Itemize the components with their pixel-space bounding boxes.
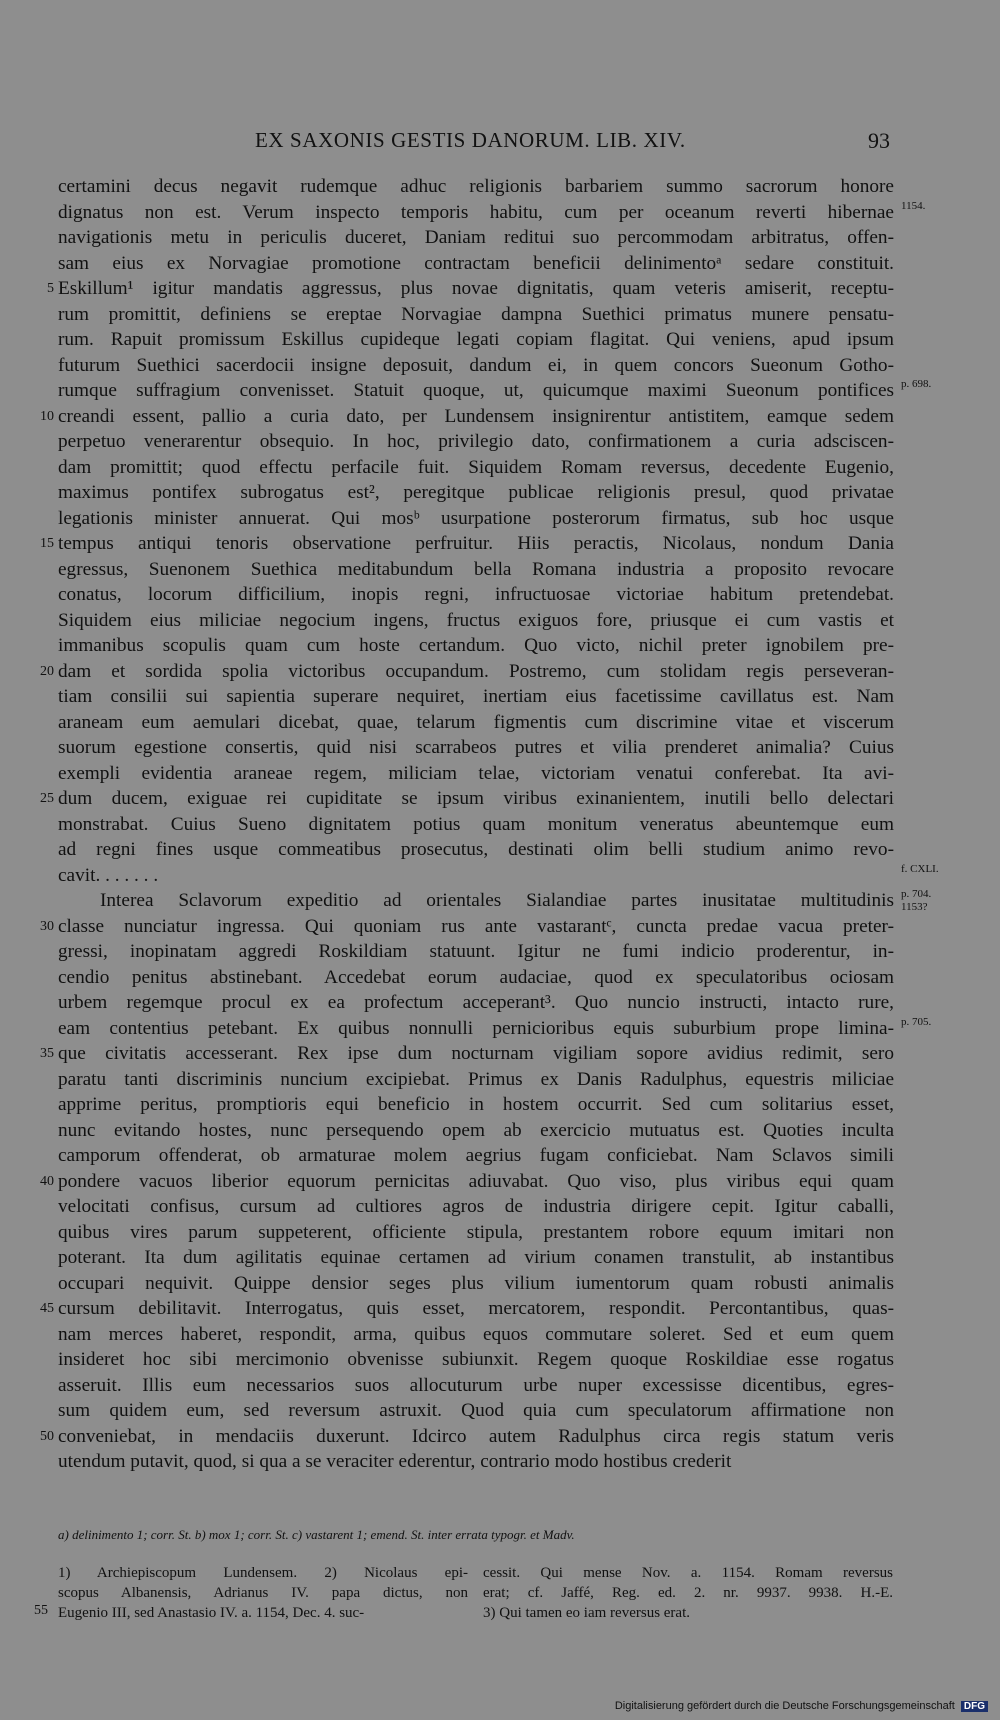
line-number: 30 — [40, 918, 54, 934]
line-text: monstrabat. Cuius Sueno dignitatem potius quam monitum veneratus abeuntemque eum — [58, 813, 894, 835]
text-line — [58, 1347, 894, 1373]
line-text: cavit. . . . . . . — [58, 864, 159, 886]
text-line — [58, 608, 894, 634]
line-text: paratu tanti discriminis nuncium excipiebat. Primus ex Danis Radulphus, equestris miliciae — [58, 1068, 894, 1090]
margin-note: p. 704. 1153? — [901, 888, 932, 913]
running-header — [0, 128, 1000, 158]
text-line — [58, 1067, 894, 1093]
line-text: exempli evidentia araneae regem, miliciam telae, victoriam venatui conferebat. Ita avi- — [58, 762, 894, 784]
line-text: rumque suffragium convenisset. Statuit quoque, ut, quicumque maximi Sueonum pontifices — [58, 380, 894, 401]
line-number: 40 — [40, 1173, 54, 1189]
line-text: eam contentius petebant. Ex quibus nonnulli pernicioribus equis suburbium prope limina- — [58, 1017, 894, 1039]
line-number: 15 — [40, 536, 54, 551]
text-line — [58, 837, 894, 863]
text-line — [58, 480, 894, 506]
text-line — [47, 276, 894, 302]
text-line — [58, 378, 932, 404]
text-line — [58, 633, 894, 659]
line-text: sam eius ex Norvagiae promotione contractam beneficii delinimentoᵃ sedare constituit. — [58, 252, 894, 274]
text-line — [58, 174, 894, 200]
text-line — [58, 888, 932, 914]
line-number: 25 — [40, 791, 54, 806]
line-text: classe nunciatur ingressa. Qui quoniam rus ante vastarantᶜ, cuncta predae vacua preter- — [58, 915, 894, 937]
footnote-line: scopus Albanensis, Adrianus IV. papa dictus, non — [58, 1585, 468, 1601]
text-line — [58, 327, 894, 353]
line-number: 10 — [40, 408, 54, 424]
line-text: sum quidem eum, sed reversum astruxit. Quod quia cum speculatorum affirmatione non — [58, 1400, 894, 1421]
line-text: insideret hoc sibi mercimonio obvenisse subiunxit. Regem quoque Roskildiae esse rogatus — [58, 1349, 894, 1370]
digitization-credit — [615, 1700, 988, 1712]
line-text: rum promittit, definiens se ereptae Norvagiae dampna Suethici primatus munere pensatu- — [58, 303, 894, 325]
line-number: 20 — [40, 663, 54, 679]
text-line — [58, 1143, 894, 1169]
line-text: immanibus scopulis quam cum hoste certandum. Quo victo, nichil preter ignobilem pre- — [58, 635, 894, 656]
text-line — [58, 582, 894, 608]
text-line — [58, 199, 926, 226]
line-text: ad regni fines usque commeatibus prosecutus, destinati olim belli studium animo revo- — [58, 839, 894, 860]
line-number: 5 — [47, 281, 54, 296]
line-text: maximus pontifex subrogatus est², peregitque publicae religionis presul, quod privatae — [58, 482, 894, 503]
line-number: 50 — [40, 1428, 54, 1444]
footnote-column-left — [58, 1563, 468, 1623]
text-line — [58, 1322, 894, 1348]
line-text: dam promittit; quod effectu perfacile fuit. Siquidem Romam reversus, decedente Eugenio, — [58, 456, 894, 478]
text-line — [58, 455, 894, 481]
footnote-line: 3) Qui tamen eo iam reversus erat. — [483, 1605, 691, 1621]
text-line — [58, 1449, 894, 1475]
line-text: araneam eum aemulari dicebat, quae, telarum figmentis cum discrimine vitae et viscerum — [58, 711, 894, 733]
text-line — [40, 404, 894, 430]
line-text: quibus vires parum suppeterent, officiente stipula, prestantem robore equum imitari non — [58, 1221, 894, 1243]
text-line — [40, 659, 894, 685]
line-text: legationis minister annuerat. Qui mosᵇ usurpatione posterorum firmatus, sub hoc usque — [58, 507, 894, 529]
line-text: pondere vacuos liberior equorum pernicitas adiuvabat. Quo viso, plus viribus equi quam — [58, 1170, 894, 1192]
line-number: 35 — [40, 1046, 54, 1061]
line-text: conveniebat, in mendaciis duxerunt. Idcirco autem Radulphus circa regis statum veris — [58, 1425, 894, 1447]
line-text: Siquidem eius miliciae negocium ingens, fructus exiguos fore, priusque ei cum vastis et — [58, 609, 894, 631]
line-text: navigationis metu in periculis duceret, Daniam reditui suo percommodam arbitratus, offen- — [58, 227, 894, 248]
footnote-column-right — [483, 1563, 893, 1623]
line-text: tempus antiqui tenoris observatione perfruitur. Hiis peractis, Nicolaus, nondum Dania — [58, 533, 894, 554]
text-line — [58, 1373, 894, 1399]
text-line — [40, 1041, 894, 1067]
line-text: camporum offenderat, ob armaturae molem aegrius fugam conficiebat. Nam Sclavos simili — [58, 1145, 894, 1166]
footnote-line: Eugenio III, sed Anastasio IV. a. 1154, Dec. 4. suc- — [58, 1605, 365, 1621]
line-text: Eskillum¹ igitur mandatis aggressus, plus novae dignitatis, quam veteris amiserit, receptu- — [58, 278, 894, 299]
text-line — [58, 1398, 894, 1424]
text-line — [58, 990, 894, 1016]
text-line — [58, 1271, 894, 1297]
margin-note: p. 705. — [901, 1015, 932, 1028]
page-number: 93 — [868, 128, 890, 153]
line-text: creandi essent, pallio a curia dato, per Lundensem insignirentur antistitem, eamque sedem — [58, 405, 894, 427]
line-text: dignatus non est. Verum inspecto temporis habitu, cum per oceanum reverti hibernae — [58, 201, 894, 223]
line-text: que civitatis accesserant. Rex ipse dum nocturnam vigiliam sopore avidius redimit, sero — [58, 1043, 894, 1064]
text-line — [40, 914, 894, 940]
line-text: perpetuo venerarentur obsequio. In hoc, privilegio dato, confirmationem a curia adsciscen- — [58, 431, 894, 452]
line-text: egressus, Suenonem Suethica meditabundum bella Romana industria a proposito revocare — [58, 558, 894, 580]
footnote-line: erat; cf. Jaffé, Reg. ed. 2. nr. 9937. 9938. H.-E. — [483, 1585, 893, 1601]
line-text: apprime peritus, promptioris equi beneficio in hostem occurrit. Sed cum solitarius esset, — [58, 1094, 894, 1115]
text-line — [58, 735, 894, 761]
footnote-line: 1) Archiepiscopum Lundensem. 2) Nicolaus epi- — [58, 1565, 468, 1581]
text-line — [58, 1245, 894, 1271]
line-text: utendum putavit, quod, si qua a se veraciter ederentur, contrario modo hostibus crederit — [58, 1451, 732, 1472]
text-line — [58, 862, 939, 889]
text-line — [58, 251, 894, 277]
footnote-line: cessit. Qui mense Nov. a. 1154. Romam reversus — [483, 1565, 893, 1581]
critical-apparatus: a) delinimento 1; corr. St. b) mox 1; corr. St. c) vastarent 1; emend. St. inter errata typogr. et Madv. — [58, 1527, 575, 1542]
line-text: cursum debilitavit. Interrogatus, quis esset, mercatorem, respondit. Percontantibus, quas- — [58, 1298, 894, 1319]
text-line — [40, 531, 894, 557]
line-text: cendio penitus abstinebant. Accedebat eorum audaciae, quod ex speculatoribus ociosam — [58, 966, 894, 988]
line-text: dum ducem, exiguae rei cupiditate se ipsum viribus exinanientem, inutili bello delectari — [58, 788, 894, 809]
line-text: certamini decus negavit rudemque adhuc religionis barbariem summo sacrorum honore — [58, 176, 894, 197]
margin-note: 1154. — [901, 199, 926, 212]
line-text: urbem regemque procul ex ea profectum acceperant³. Quo nuncio instructi, intacto rure, — [58, 992, 894, 1013]
line-text: dam et sordida spolia victoribus occupandum. Postremo, cum stolidam regis perseveran- — [58, 660, 894, 682]
text-line — [58, 965, 894, 991]
line-text: asseruit. Illis eum necessarios suos allocuturum urbe nuper excessisse dicentibus, egres- — [58, 1374, 894, 1396]
line-text: gressi, inopinatam aggredi Roskildiam statuunt. Igitur ne fumi indicio proderentur, in- — [58, 941, 894, 962]
line-text: suorum egestione consertis, quid nisi scarrabeos putres et vilia prenderet animalia? Cuius — [58, 737, 894, 758]
running-title: EX SAXONIS GESTIS DANORUM. LIB. XIV. — [255, 128, 686, 152]
footnote-line-number: 55 — [34, 1603, 48, 1618]
text-line — [58, 225, 894, 251]
text-line — [58, 302, 894, 328]
margin-note: f. CXLI. — [901, 862, 939, 875]
text-line — [58, 710, 894, 736]
text-line — [58, 684, 894, 710]
text-line — [58, 1118, 894, 1144]
text-line — [58, 812, 894, 838]
credit-text: Digitalisierung gefördert durch die Deutsche Forschungsgemeinschaft — [614, 1700, 955, 1712]
text-line — [58, 761, 894, 787]
text-line — [58, 506, 894, 532]
text-line — [58, 1194, 894, 1220]
text-line — [58, 1220, 894, 1246]
text-line — [58, 557, 894, 583]
text-line — [40, 1296, 894, 1322]
line-text: rum. Rapuit promissum Eskillus cupideque legati copiam flagitat. Qui veniens, apud ipsum — [58, 329, 894, 350]
text-line — [40, 1424, 894, 1450]
dfg-logo: DFG — [961, 1701, 988, 1712]
text-line — [58, 353, 894, 379]
text-line — [58, 939, 894, 965]
line-text: conatus, locorum difficilium, inopis regni, infructuosae victoriae habitum pretendebat. — [58, 584, 894, 605]
main-text — [40, 174, 939, 1475]
text-line — [58, 1015, 932, 1042]
line-text: poterant. Ita dum agilitatis equinae certamen ad virium conamen transtulit, ab instantibus — [58, 1247, 894, 1268]
line-text: futurum Suethici sacerdocii insigne deposuit, dandum ei, in quem concors Sueonum Gotho- — [58, 354, 894, 376]
text-line — [40, 786, 894, 812]
line-text: nunc evitando hostes, nunc persequendo opem ab exercicio mutuatus est. Quoties inculta — [58, 1119, 894, 1141]
text-line — [58, 1092, 894, 1118]
text-line — [58, 429, 894, 455]
line-text: velocitati confisus, cursum ad cultiores agros de industria dirigere cepit. Igitur caballi, — [58, 1196, 894, 1217]
text-line — [40, 1169, 894, 1195]
margin-note: p. 698. — [901, 378, 932, 390]
line-text: tiam consilii sui sapientia superare nequiret, inertiam eius facetissime cavillatus est. Nam — [58, 686, 894, 707]
line-text: occupari nequivit. Quippe densior seges plus vilium iumentorum quam robusti animalis — [58, 1272, 894, 1294]
line-text: Interea Sclavorum expeditio ad orientales Sialandiae partes inusitatae multitudinis — [100, 890, 894, 911]
line-text: nam merces haberet, respondit, arma, quibus equos commutare soleret. Sed et eum quem — [58, 1323, 894, 1345]
line-number: 45 — [40, 1301, 54, 1316]
